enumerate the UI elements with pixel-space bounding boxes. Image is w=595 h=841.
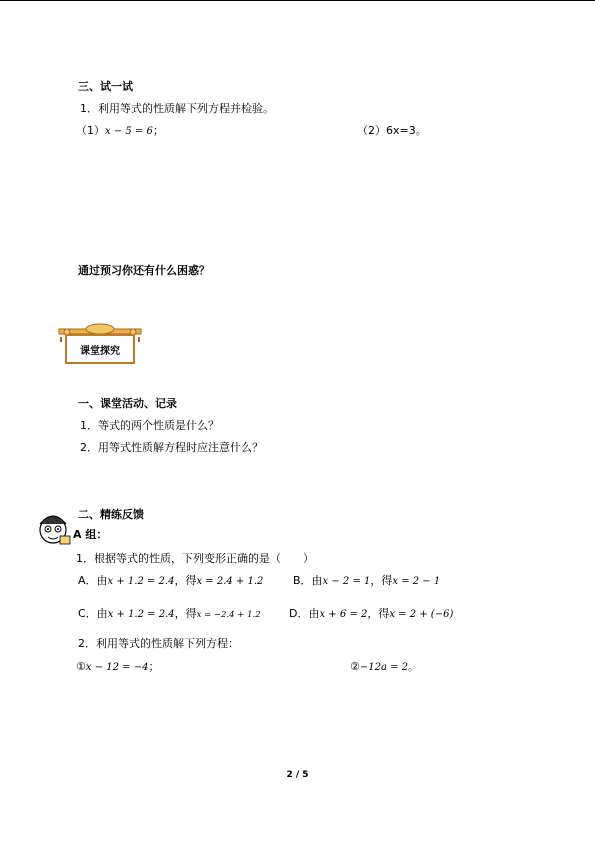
equation-1-math: x − 12 = −4 (85, 662, 149, 673)
activity-question-1: 1．等式的两个性质是什么？ (80, 419, 219, 432)
option-a-connector: ，得 (174, 574, 197, 587)
option-b-result: x = 2 − 1 (392, 576, 441, 587)
option-a (78, 574, 263, 589)
option-d-label: D．由 (289, 607, 320, 620)
classroom-exploration-badge (55, 322, 145, 370)
group-a-label: A 组： (73, 528, 108, 541)
question-1-text: 1．利用等式的性质解下列方程并检验。 (80, 102, 274, 115)
option-d-given: x + 6 = 2 (319, 609, 368, 620)
option-c (78, 607, 261, 622)
equation-2-end: 。 (408, 660, 420, 673)
option-b-given: x − 2 = 1 (322, 576, 371, 587)
option-b (293, 574, 440, 589)
problem-1-end: ； (152, 124, 164, 137)
option-a-result: x = 2.4 + 1.2 (196, 576, 264, 587)
option-c-given: x + 1.2 = 2.4 (107, 609, 175, 620)
problem-1-label: （1） (76, 124, 105, 137)
equation-1 (76, 660, 159, 675)
problem-1 (76, 124, 164, 139)
page-number: 2 / 5 (286, 770, 309, 780)
problem-2: （2）6x=3。 (357, 124, 427, 137)
cartoon-teacher-icon (34, 506, 72, 548)
section-title-activity: 一、课堂活动、记录 (78, 397, 177, 410)
equation-2 (350, 660, 419, 675)
option-a-label: A．由 (78, 574, 108, 587)
option-d-result: x = 2 + (−6) (389, 609, 454, 620)
option-b-label: B．由 (293, 574, 323, 587)
feedback-question-1: 1．根据等式的性质，下列变形正确的是（ ） (76, 552, 314, 565)
equation-1-end: ； (148, 660, 160, 673)
option-c-connector: ，得 (174, 607, 197, 620)
option-d (289, 607, 453, 622)
equation-2-math: −12a = 2 (359, 662, 409, 673)
problem-1-equation: x − 5 = 6 (105, 126, 153, 137)
top-border-line (0, 0, 595, 1)
section-title-feedback: 二、精练反馈 (78, 508, 144, 521)
option-c-label: C．由 (78, 607, 108, 620)
equation-2-label: ② (350, 660, 360, 673)
option-c-result: x = −2.4 + 1.2 (196, 610, 261, 620)
equation-1-label: ① (76, 660, 86, 673)
badge-label: 课堂探究 (65, 334, 135, 364)
activity-question-2: 2．用等式性质解方程时应注意什么？ (80, 441, 263, 454)
option-b-connector: ，得 (370, 574, 393, 587)
option-a-given: x + 1.2 = 2.4 (107, 576, 175, 587)
feedback-question-2: 2．利用等式的性质解下列方程： (78, 637, 239, 650)
option-d-connector: ，得 (367, 607, 390, 620)
preview-question: 通过预习你还有什么困惑？ (78, 264, 210, 277)
section-title-try: 三、试一试 (78, 80, 133, 93)
